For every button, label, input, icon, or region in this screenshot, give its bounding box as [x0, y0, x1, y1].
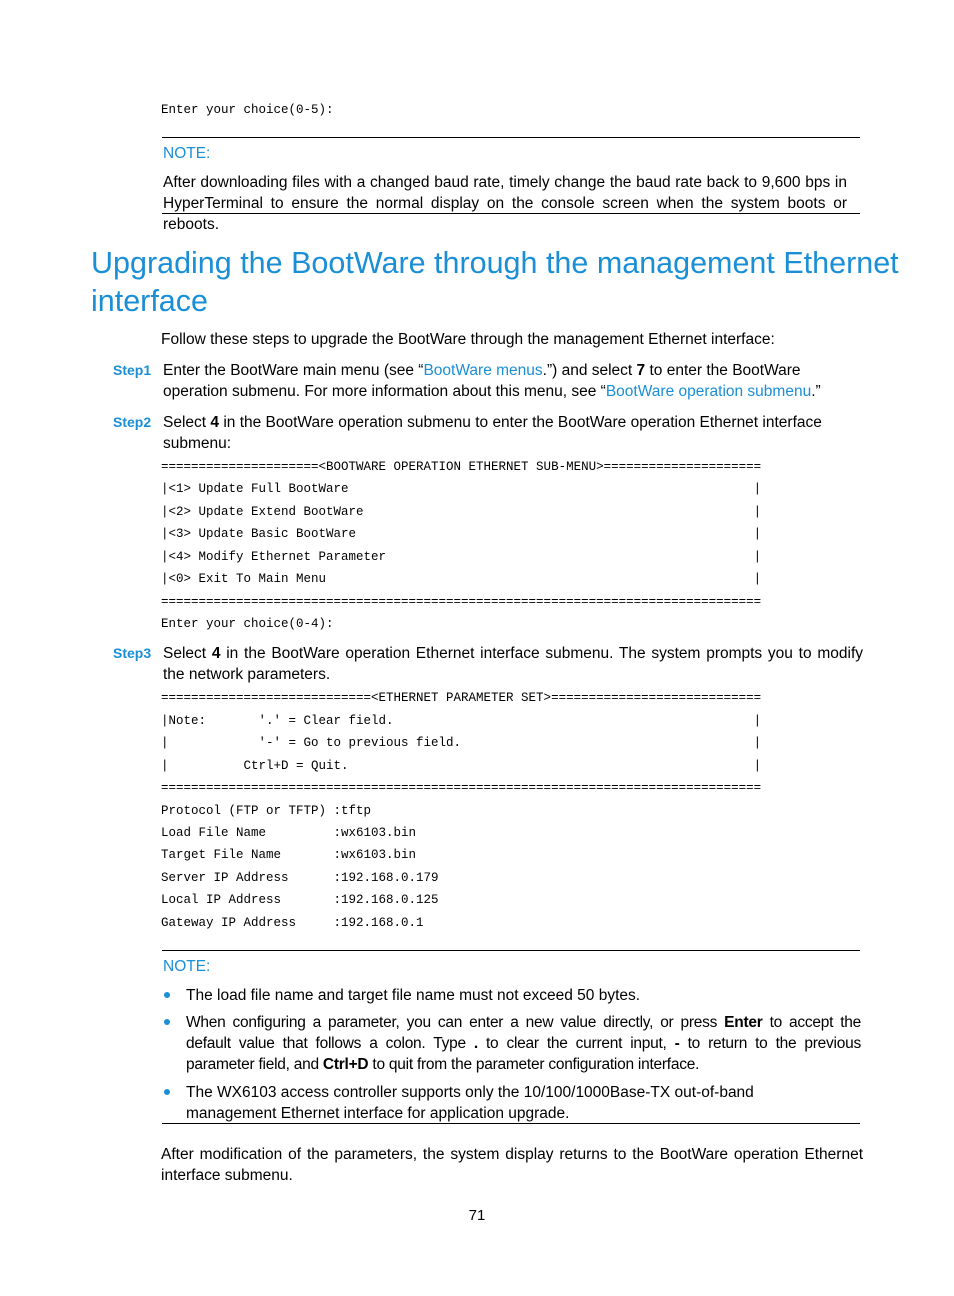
menu2-footer: ================================================================================	[161, 781, 762, 795]
note2-bullet3: The WX6103 access controller supports only the 10/100/1000Base-TX out-of-band management Ethernet interface for application upgrade.	[186, 1084, 754, 1122]
bullet2-bold: Ctrl+D	[322, 1056, 369, 1073]
section-heading-line1: Upgrading the BootWare through the management Ethernet	[91, 246, 899, 280]
closing-paragraph: After modification of the parameters, the system display returns to the BootWare operation Ethernet interface submenu.	[161, 1146, 863, 1184]
note2-top-rule	[162, 950, 860, 951]
menu1-item: |<0> Exit To Main Menu |	[161, 572, 762, 586]
menu1-item: |<2> Update Extend BootWare |	[161, 505, 762, 519]
bullet2-text-part: to accept the default value that follows a colon. Type	[186, 1014, 862, 1052]
bootware-operation-submenu-link[interactable]: BootWare operation submenu	[605, 383, 812, 400]
bullet2-text-part: When configuring a parameter, you can enter a new value directly, or press	[186, 1014, 725, 1031]
menu1-item: |<1> Update Full BootWare |	[161, 482, 762, 496]
step3-text-part: Select	[163, 645, 212, 662]
bullet2-text-part: to quit from the parameter configuration interface.	[368, 1056, 700, 1073]
menu2-line: |Note: '.' = Clear field. |	[161, 714, 762, 728]
step1-bold: 7	[636, 362, 646, 379]
step3-text	[163, 643, 863, 685]
bullet2-bold: -	[674, 1035, 680, 1052]
menu1-header: =====================<BOOTWARE OPERATION ETHERNET SUB-MENU>=====================	[161, 460, 762, 474]
step1-text-part: Enter the BootWare main menu (see “	[163, 362, 424, 379]
bullet-dot	[164, 992, 170, 998]
step3-text-part: in the BootWare operation Ethernet interface submenu. The system prompts you to modify the network parameters.	[163, 645, 864, 683]
menu2-line: | '-' = Go to previous field. |	[161, 736, 762, 750]
bootware-menus-link[interactable]: BootWare menus	[423, 362, 543, 379]
note2-bullet1: The load file name and target file name must not exceed 50 bytes.	[186, 987, 641, 1004]
bullet2-bold: Enter	[724, 1014, 763, 1031]
note-top-rule	[162, 137, 860, 138]
note-label: NOTE:	[163, 145, 211, 162]
menu1-prompt: Enter your choice(0-4):	[161, 617, 334, 631]
menu2-header: ============================<ETHERNET PARAMETER SET>============================	[161, 691, 762, 705]
step1-text-part: to enter the BootWare operation submenu. For more information about this menu, see “	[163, 362, 801, 400]
param-line: Local IP Address :192.168.0.125	[161, 893, 439, 907]
step1-label: Step1	[113, 362, 152, 378]
param-line: Target File Name :wx6103.bin	[161, 848, 417, 862]
console-prompt-top: Enter your choice(0-5):	[161, 103, 334, 117]
bullet-dot	[164, 1019, 170, 1025]
section-heading-line2: interface	[91, 284, 208, 318]
step1-text-part: .”) and select	[542, 362, 637, 379]
param-line: Protocol (FTP or TFTP) :tftp	[161, 804, 372, 818]
step2-bold: 4	[210, 414, 220, 431]
step3-label: Step3	[113, 645, 152, 661]
page-number: 71	[468, 1207, 486, 1224]
step2-label: Step2	[113, 414, 152, 430]
menu1-footer: ================================================================================	[161, 595, 762, 609]
menu1-item: |<4> Modify Ethernet Parameter |	[161, 550, 762, 564]
param-line: Server IP Address :192.168.0.179	[161, 871, 439, 885]
step2-text-part: Select	[163, 414, 211, 431]
intro-paragraph: Follow these steps to upgrade the BootWare through the management Ethernet interface:	[161, 331, 775, 348]
menu1-item: |<3> Update Basic BootWare |	[161, 527, 762, 541]
note2-bottom-rule	[162, 1123, 860, 1124]
step2-text	[163, 412, 853, 454]
step1-text-part: .”	[811, 383, 821, 400]
bullet-dot	[164, 1089, 170, 1095]
param-line: Gateway IP Address :192.168.0.1	[161, 916, 424, 930]
step1-text	[163, 360, 865, 402]
menu2-line: | Ctrl+D = Quit. |	[161, 759, 762, 773]
note2-bullet2	[186, 1012, 861, 1075]
step2-text-part: in the BootWare operation submenu to enter the BootWare operation Ethernet interface submenu:	[163, 414, 822, 452]
note-bottom-rule	[162, 213, 860, 214]
param-line: Load File Name :wx6103.bin	[161, 826, 417, 840]
bullet2-text-part: to return to the previous parameter field, and	[186, 1035, 861, 1073]
bullet2-text-part: to clear the current input,	[477, 1035, 675, 1052]
bullet2-bold: .	[473, 1035, 478, 1052]
step3-bold: 4	[211, 645, 221, 662]
note2-label: NOTE:	[163, 958, 211, 975]
note-text: After downloading files with a changed baud rate, timely change the baud rate back to 9,600 bps in HyperTerminal to ensure the normal display on the console screen when the system boots or reboots.	[163, 174, 847, 233]
